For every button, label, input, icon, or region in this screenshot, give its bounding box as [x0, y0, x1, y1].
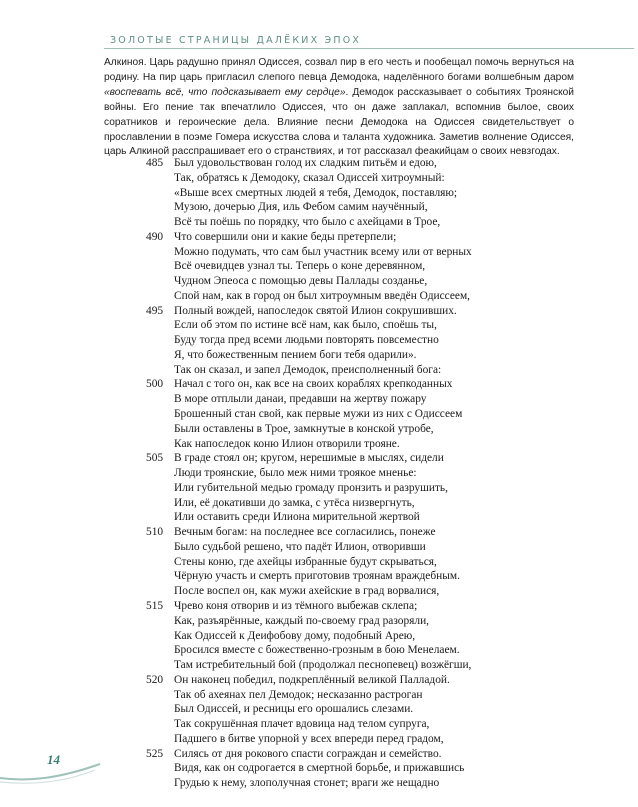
poem-line	[146, 525, 566, 540]
verse-text: Был Одиссей, и ресницы его орошались слезами.	[174, 703, 414, 716]
verse-text: Всё ты поёшь по порядку, что было с ахейцами в Трое,	[174, 216, 441, 229]
poem-line	[146, 437, 566, 452]
verse-text: Брошенный стан свой, как первые мужи из них с Одиссеем	[174, 408, 463, 421]
verse-text: Как напоследок коню Илион отворили трояне.	[174, 437, 400, 450]
verse-text: Полный вождей, напоследок святой Илион сокрушивших.	[174, 304, 457, 317]
poem-line	[146, 215, 566, 230]
verse-text: Стены коню, где ахейцы избранные будут скрываться,	[174, 555, 437, 568]
poem-line	[146, 466, 566, 481]
verse-text: В море отплыли данаи, предавши на жертву пожару	[174, 393, 427, 406]
verse-text: Как, разъярённые, каждый по-своему град разоряли,	[174, 614, 430, 627]
verse-text: Были оставлены в Трое, замкнутые в конской утробе,	[174, 422, 434, 435]
verse-text: Люди троянские, было меж ними троякое мненье:	[174, 467, 417, 480]
poem-line	[146, 392, 566, 407]
poem-line	[146, 481, 566, 496]
verse-text: Грудью к нему, злополучная стонет; враги же нещадно	[174, 777, 440, 790]
verse-text: Там истребительный бой (продолжал песнопевец) возжёгши,	[174, 659, 472, 672]
header-divider	[104, 48, 634, 49]
verse-text: Начал с того он, как все на своих кораблях крепкоданных	[174, 378, 453, 391]
poem-line	[146, 274, 566, 289]
verse-text: После воспел он, как мужи ахейские в град ворвалися,	[174, 585, 440, 598]
poem-line	[146, 599, 566, 614]
verse-text: Так сокрушённая плачет вдовица над телом супруга,	[174, 718, 430, 731]
poem-line	[146, 200, 566, 215]
verse-text: В граде стоял он; кругом, нерешимые в мыслях, сидели	[174, 452, 444, 465]
verse-text: Так он сказал, и запел Демодок, преисполненный бога:	[174, 363, 442, 376]
poem-line	[146, 629, 566, 644]
poem-line	[146, 776, 566, 791]
poem-line	[146, 407, 566, 422]
poem-line	[146, 540, 566, 555]
verse-text: Как Одиссей к Деифобову дому, подобный Арею,	[174, 629, 416, 642]
line-number: 495	[146, 304, 164, 317]
verse-text: Падшего в битве упорной у всех впереди перед градом,	[174, 732, 444, 745]
poem-line	[146, 643, 566, 658]
poem-line	[146, 259, 566, 274]
line-number: 525	[146, 747, 164, 760]
verse-text: Чрево коня отворив и из тёмного выбежав склепа;	[174, 599, 418, 612]
intro-paragraph	[104, 56, 574, 160]
poem-line	[146, 318, 566, 333]
poem-line	[146, 702, 566, 717]
poem-line	[146, 451, 566, 466]
verse-text: Можно подумать, что сам был участник всему или от верных	[174, 245, 472, 258]
verse-text: Было судьбой решено, что падёт Илион, отворивши	[174, 540, 426, 553]
poem-line	[146, 614, 566, 629]
verse-text: Спой нам, как в город он был хитроумным введён Одиссеем,	[174, 289, 471, 302]
poem-line	[146, 156, 566, 171]
verse-text: Чёрную участь и смерть приготовив троянам враждебным.	[174, 570, 460, 583]
poem-line	[146, 717, 566, 732]
line-number: 510	[146, 526, 164, 539]
verse-text: Он наконец победил, подкреплённый великой Палладой.	[174, 673, 450, 686]
poem-line	[146, 304, 566, 319]
poem-line	[146, 658, 566, 673]
verse-text: Или, её докативши до замка, с утёса низвергнуть,	[174, 496, 415, 509]
intro-quote: «воспевать всё, что подсказывает ему сердце»	[104, 86, 346, 98]
decorative-swoosh-icon	[0, 760, 120, 790]
verse-text: Так, обратясь к Демодоку, сказал Одиссей хитроумный:	[174, 171, 445, 184]
verse-text: Чудном Эпеоса с помощью девы Паллады созданье,	[174, 275, 428, 288]
poem-line	[146, 363, 566, 378]
poem-line	[146, 584, 566, 599]
poem-line	[146, 377, 566, 392]
verse-text: Был удовольствован голод их сладким питьём и едою,	[174, 157, 437, 169]
verse-text: Музою, дочерью Дия, иль Фебом самим научённый,	[174, 201, 428, 214]
poem-line	[146, 245, 566, 260]
poem-line	[146, 569, 566, 584]
poem-line	[146, 688, 566, 703]
verse-text: Я, что божественным пением боги тебя одарили».	[174, 348, 417, 361]
line-number: 500	[146, 378, 164, 391]
line-number: 515	[146, 599, 164, 612]
poem-line	[146, 230, 566, 245]
poem-line	[146, 761, 566, 776]
poem-line	[146, 673, 566, 688]
poem-line	[146, 422, 566, 437]
intro-text-part2: . Демодок рассказывает о событиях Троянской войны. Его пение так впечатлило Одиссея, что он даже заплакал, вспомнив былое, своих соратников и героические дела. Влияние песни Демодока на Одиссея свидетельствует о прославлении в поэме Гомера искусства слова и таланта художника. Заметив волнение Одиссея, царь Алкиной расспрашивает его о странствиях, и тот рассказал феакийцам о своих невзгодах.	[104, 86, 574, 158]
poem-line	[146, 555, 566, 570]
verse-text: «Выше всех смертных людей я тебя, Демодок, поставляю;	[174, 186, 458, 199]
verse-text: Всё очевидцев узнал ты. Теперь о коне деревянном,	[174, 260, 426, 273]
poem-line	[146, 186, 566, 201]
poem-line	[146, 289, 566, 304]
verse-text: Буду тогда пред всеми людьми повторять повсеместно	[174, 334, 439, 347]
poem-line	[146, 732, 566, 747]
poem-line	[146, 747, 566, 762]
poem-line	[146, 348, 566, 363]
line-number: 505	[146, 452, 164, 465]
verse-text: Так об ахеянах пел Демодок; несказанно растроган	[174, 688, 423, 701]
line-number: 520	[146, 673, 164, 686]
poem-line	[146, 171, 566, 186]
verse-text: Что совершили они и какие беды претерпели;	[174, 230, 397, 243]
poem-line	[146, 496, 566, 511]
verse-text: Или губительной медью громаду пронзить и разрушить,	[174, 481, 448, 494]
verse-text: Если об этом по истине всё нам, как было, споёшь ты,	[174, 319, 437, 332]
line-number: 490	[146, 230, 164, 243]
line-number: 485	[146, 157, 164, 169]
page-number: 14	[47, 752, 60, 767]
verse-text: Бросился вместе с божественно-грозным в бою Менелаем.	[174, 644, 460, 657]
intro-text-part1: Алкиноя. Царь радушно принял Одиссея, созвал пир в его честь и пообещал помочь вернуться на родину. На пир царь пригласил слепого певца Демодока, наделённого богами волшебным даром	[104, 57, 574, 83]
verse-text: Видя, как он содрогается в смертной борьбе, и прижавшись	[174, 762, 465, 775]
running-header: ЗОЛОТЫЕ СТРАНИЦЫ ДАЛЁКИХ ЭПОХ	[110, 35, 362, 46]
poem-line	[146, 333, 566, 348]
verse-text: Или оставить среди Илиона мирительной жертвой	[174, 511, 420, 524]
verse-text: Вечным богам: на последнее все согласились, понеже	[174, 526, 436, 539]
poem-line	[146, 510, 566, 525]
poem-excerpt	[146, 156, 566, 791]
verse-text: Силясь от дня рокового спасти сограждан и семейство.	[174, 747, 442, 760]
